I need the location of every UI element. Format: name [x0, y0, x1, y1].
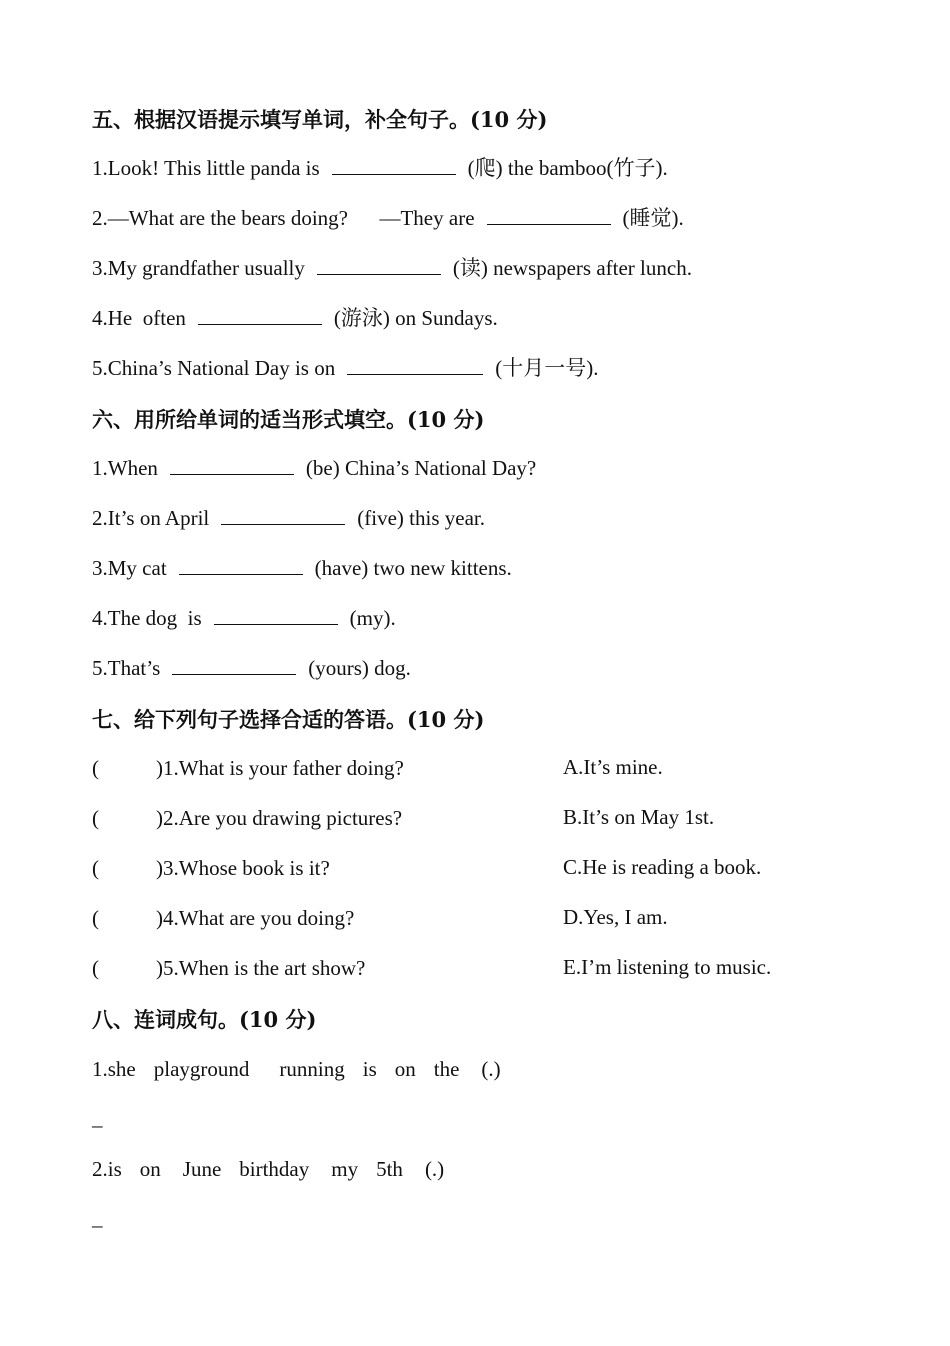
s6-item-2-text: 2.It’s on April — [92, 506, 210, 530]
s8-item-1-word: (.) — [481, 1057, 501, 1081]
s6-item-1-blank[interactable] — [170, 456, 294, 475]
s6-item-3-text: 3.My cat — [92, 556, 167, 580]
section-6-title: 六、用所给单词的适当形式填空。(10 分) — [92, 407, 485, 432]
s7-answer-slot-1[interactable]: ( — [92, 756, 99, 780]
s6-item-3-hint: (have) two new kittens. — [314, 556, 512, 580]
s7-question-4 — [92, 905, 354, 931]
s8-item-2-answer-line[interactable]: _ — [92, 1206, 103, 1230]
s5-item-4-blank[interactable] — [198, 306, 322, 325]
s8-item-1-word: 1.she — [92, 1057, 136, 1081]
s8-item-2-word: (.) — [424, 1157, 445, 1181]
s7-question-4-text: )4.What are you doing? — [156, 906, 355, 930]
s8-item-2 — [92, 1156, 444, 1182]
s7-option-b: B.It’s on May 1st. — [563, 805, 715, 829]
s7-option-c: C.He is reading a book. — [563, 855, 762, 879]
s6-item-5-hint: (yours) dog. — [308, 656, 411, 680]
s7-question-3-text: )3.Whose book is it? — [156, 856, 330, 880]
s7-answer-slot-3[interactable]: ( — [92, 856, 99, 880]
s6-item-1 — [92, 455, 536, 481]
s8-item-2-word: my — [331, 1157, 359, 1181]
s6-item-5-blank[interactable] — [172, 656, 296, 675]
s6-item-2 — [92, 505, 485, 531]
s8-item-2-word: birthday — [239, 1157, 310, 1181]
s5-item-4-text: 4.He often — [92, 306, 186, 330]
s7-answer-slot-4[interactable]: ( — [92, 906, 99, 930]
s7-question-1-text: )1.What is your father doing? — [156, 756, 404, 780]
s5-item-2 — [92, 205, 684, 231]
s8-item-1-word: the — [433, 1057, 460, 1081]
s8-item-1 — [92, 1056, 501, 1082]
s5-item-1 — [92, 155, 668, 181]
s6-item-5-text: 5.That’s — [92, 656, 161, 680]
section-5-title: 五、根据汉语提示填写单词，补全句子。(10 分) — [92, 107, 548, 132]
s7-option-e: E.I’m listening to music. — [563, 955, 772, 979]
s5-item-5-hint: (十月一号). — [495, 356, 599, 380]
s5-item-2-text: 2.—What are the bears doing? —They are — [92, 206, 475, 230]
s7-answer-slot-2[interactable]: ( — [92, 806, 99, 830]
s5-item-3-blank[interactable] — [317, 256, 441, 275]
s8-item-1-word: on — [394, 1057, 416, 1081]
s5-item-5-blank[interactable] — [347, 356, 483, 375]
s7-question-3 — [92, 855, 330, 881]
s5-item-4 — [92, 305, 498, 331]
s6-item-2-blank[interactable] — [221, 506, 345, 525]
s6-item-2-hint: (five) this year. — [357, 506, 485, 530]
s7-answer-slot-5[interactable]: ( — [92, 956, 99, 980]
s5-item-3-hint: (读) newspapers after lunch. — [452, 256, 692, 280]
s6-item-4 — [92, 605, 396, 631]
s5-item-3 — [92, 255, 692, 281]
s8-item-1-answer-line[interactable]: _ — [92, 1106, 103, 1130]
s8-item-2-word: June — [182, 1157, 222, 1181]
s6-item-5 — [92, 655, 411, 681]
s8-item-2-word: 2.is — [92, 1157, 122, 1181]
s6-item-1-text: 1.When — [92, 456, 158, 480]
s7-question-5 — [92, 955, 365, 981]
s5-item-1-hint: (爬) the bamboo(竹子). — [467, 156, 668, 180]
s7-question-2 — [92, 805, 402, 831]
s7-question-5-text: )5.When is the art show? — [156, 956, 366, 980]
s7-option-d: D.Yes, I am. — [563, 905, 668, 929]
s7-question-2-text: )2.Are you drawing pictures? — [156, 806, 403, 830]
s6-item-4-blank[interactable] — [214, 606, 338, 625]
s5-item-2-blank[interactable] — [487, 206, 611, 225]
s6-item-1-hint: (be) China’s National Day? — [305, 456, 537, 480]
s5-item-1-text: 1.Look! This little panda is — [92, 156, 320, 180]
s5-item-5 — [92, 355, 598, 381]
s8-item-1-word: is — [362, 1057, 377, 1081]
s5-item-3-text: 3.My grandfather usually — [92, 256, 305, 280]
s7-option-a: A.It’s mine. — [563, 755, 663, 779]
s6-item-4-hint: (my). — [349, 606, 396, 630]
s6-item-3-blank[interactable] — [179, 556, 303, 575]
s8-item-1-word: playground — [153, 1057, 250, 1081]
s5-item-2-hint: (睡觉). — [622, 206, 684, 230]
section-8-title: 八、连词成句。(10 分) — [92, 1007, 317, 1032]
s6-item-3 — [92, 555, 512, 581]
s8-item-1-word: running — [279, 1057, 345, 1081]
s5-item-4-hint: (游泳) on Sundays. — [333, 306, 498, 330]
s7-question-1 — [92, 755, 404, 781]
s8-item-2-word: 5th — [376, 1157, 403, 1181]
section-7-title: 七、给下列句子选择合适的答语。(10 分) — [92, 707, 485, 732]
s8-item-2-word: on — [139, 1157, 161, 1181]
s5-item-1-blank[interactable] — [332, 156, 456, 175]
s6-item-4-text: 4.The dog is — [92, 606, 202, 630]
s5-item-5-text: 5.China’s National Day is on — [92, 356, 336, 380]
